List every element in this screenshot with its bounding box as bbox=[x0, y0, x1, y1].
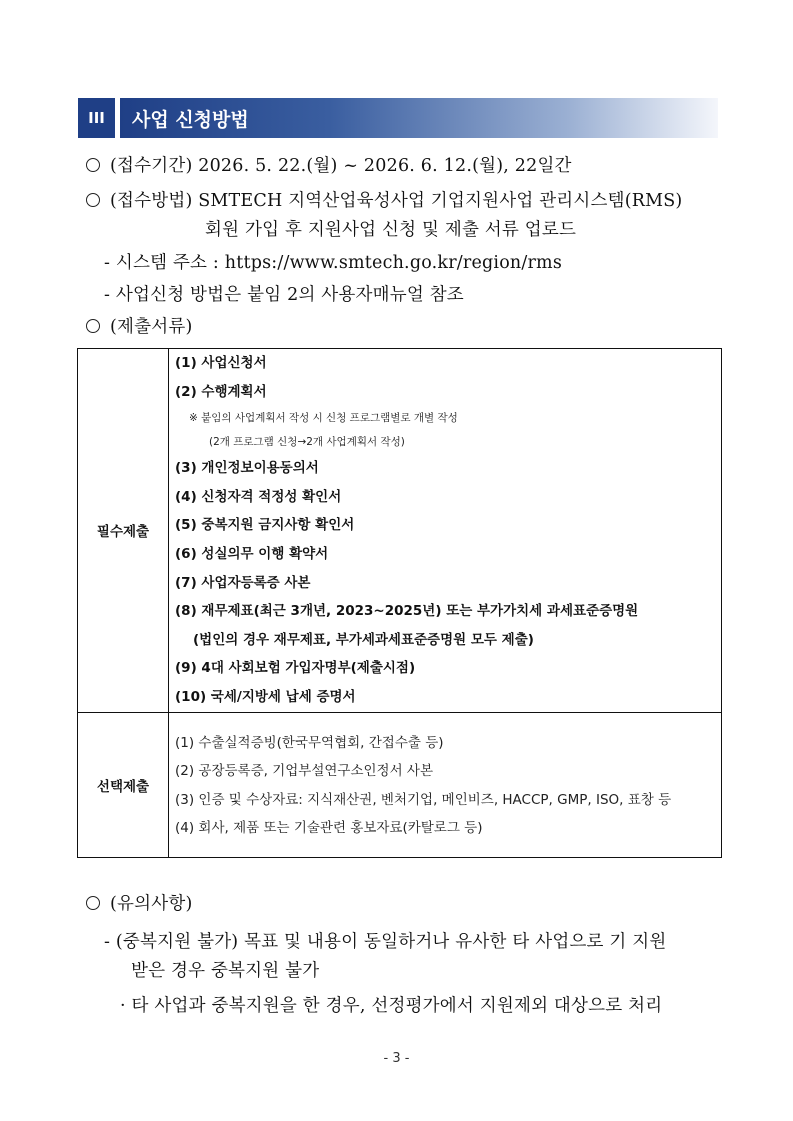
optional-item: (4) 회사, 제품 또는 기술관련 홍보자료(카탈로그 등) bbox=[175, 820, 483, 837]
optional-item: (1) 수출실적증빙(한국무역협회, 간접수출 등) bbox=[175, 734, 444, 751]
section-header bbox=[78, 98, 718, 138]
notes-heading-line bbox=[86, 890, 192, 915]
required-item: (6) 성실의무 이행 확약서 bbox=[175, 545, 329, 562]
plan-note-detail: (2개 프로그램 신청→2개 사업계획서 작성) bbox=[209, 436, 405, 449]
docs-heading: (제출서류) bbox=[110, 317, 193, 337]
optional-row bbox=[78, 712, 722, 857]
circle-bullet-icon bbox=[86, 193, 100, 207]
required-item: (10) 국세/지방세 납세 증명서 bbox=[175, 688, 356, 705]
optional-item: (2) 공장등록증, 기업부설연구소인정서 사본 bbox=[175, 763, 433, 780]
docs-heading-line bbox=[86, 313, 192, 338]
circle-bullet-icon bbox=[86, 158, 100, 172]
section-title: 사업 신청방법 bbox=[120, 98, 718, 138]
circle-bullet-icon bbox=[86, 319, 100, 333]
method-line bbox=[86, 187, 682, 212]
required-item: (8) 재무제표(최근 3개년, 2023~2025년) 또는 부가가치세 과세표준증명원 bbox=[175, 603, 639, 620]
period-text: (접수기간) 2026. 5. 22.(월) ~ 2026. 6. 12.(월), 22일간 bbox=[110, 156, 572, 176]
manual-reference: - 사업신청 방법은 붙임 2의 사용자매뉴얼 참조 bbox=[104, 285, 464, 305]
optional-items bbox=[169, 712, 722, 857]
period-line bbox=[86, 152, 572, 177]
optional-item: (3) 인증 및 수상자료: 지식재산권, 벤처기업, 메인비즈, HACCP, GMP, ISO, 표창 등 bbox=[175, 791, 672, 808]
required-item: (2) 수행계획서 bbox=[175, 383, 267, 400]
required-items bbox=[169, 349, 722, 713]
required-item: (5) 중복지원 금지사항 확인서 bbox=[175, 517, 355, 534]
page-number: - 3 - bbox=[383, 1051, 410, 1066]
required-item: (7) 사업자등록증 사본 bbox=[175, 574, 311, 591]
documents-table bbox=[77, 348, 722, 858]
required-item: (4) 신청자격 적정성 확인서 bbox=[175, 488, 342, 505]
method-text-2: 회원 가입 후 지원사업 신청 및 제출 서류 업로드 bbox=[205, 220, 577, 240]
notes-line-2: 받은 경우 중복지원 불가 bbox=[131, 961, 320, 981]
method-text-1: (접수방법) SMTECH 지역산업육성사업 기업지원사업 관리시스템(RMS) bbox=[110, 191, 683, 211]
required-item: (3) 개인정보이용동의서 bbox=[175, 460, 319, 477]
circle-bullet-icon bbox=[86, 896, 100, 910]
section-number: III bbox=[78, 98, 115, 138]
optional-label: 선택제출 bbox=[78, 712, 169, 857]
required-label: 필수제출 bbox=[78, 349, 169, 713]
required-item-note: (법인의 경우 재무제표, 부가세과세표준증명원 모두 제출) bbox=[193, 631, 534, 648]
system-address: - 시스템 주소 : https://www.smtech.go.kr/region/rms bbox=[104, 253, 563, 273]
plan-note: ※ 붙임의 사업계획서 작성 시 신청 프로그램별로 개별 작성 bbox=[189, 412, 458, 425]
notes-line-3: · 타 사업과 중복지원을 한 경우, 선정평가에서 지원제외 대상으로 처리 bbox=[120, 996, 663, 1016]
notes-line-1: - (중복지원 불가) 목표 및 내용이 동일하거나 유사한 타 사업으로 기 지원 bbox=[104, 932, 667, 952]
required-item: (1) 사업신청서 bbox=[175, 355, 267, 371]
notes-heading: (유의사항) bbox=[110, 894, 193, 914]
required-item: (9) 4대 사회보험 가입자명부(제출시점) bbox=[175, 660, 416, 677]
required-row bbox=[78, 349, 722, 713]
